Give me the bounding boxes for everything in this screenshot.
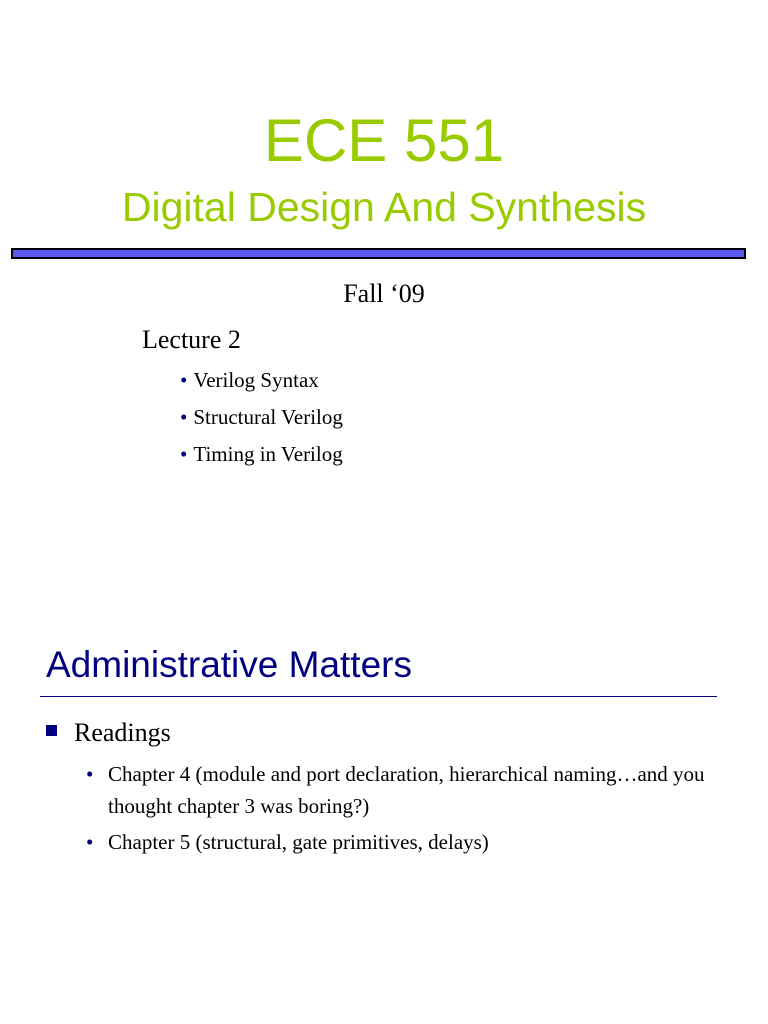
topic-item bbox=[180, 403, 343, 440]
bullet-icon: • bbox=[86, 830, 94, 854]
course-title: ECE 551 bbox=[263, 107, 505, 174]
bullet-icon: • bbox=[180, 442, 188, 466]
reading-item bbox=[86, 758, 746, 822]
square-bullet-icon bbox=[46, 725, 57, 736]
reading-text: Chapter 5 (structural, gate primitives, delays) bbox=[108, 830, 489, 854]
reading-list bbox=[86, 758, 746, 862]
readings-item bbox=[46, 716, 171, 750]
title-underline bbox=[40, 696, 717, 697]
bullet-icon: • bbox=[180, 368, 188, 392]
reading-text: Chapter 4 (module and port declaration, hierarchical naming…and you thought chapter 3 was boring?) bbox=[108, 762, 705, 818]
reading-item bbox=[86, 826, 746, 858]
topic-text: Timing in Verilog bbox=[193, 442, 343, 466]
course-subtitle: Digital Design And Synthesis bbox=[121, 184, 647, 230]
admin-slide bbox=[0, 512, 768, 1024]
title-divider-bar bbox=[11, 248, 746, 259]
topic-text: Verilog Syntax bbox=[193, 368, 319, 392]
topic-text: Structural Verilog bbox=[193, 405, 343, 429]
readings-label: Readings bbox=[74, 718, 171, 747]
slide-title: Administrative Matters bbox=[46, 644, 412, 685]
term-label: Fall ‘09 bbox=[343, 279, 425, 308]
topic-list bbox=[180, 366, 343, 477]
lecture-label: Lecture 2 bbox=[142, 325, 241, 354]
topic-item bbox=[180, 366, 343, 403]
bullet-icon: • bbox=[86, 762, 94, 786]
topic-item bbox=[180, 440, 343, 477]
bullet-icon: • bbox=[180, 405, 188, 429]
